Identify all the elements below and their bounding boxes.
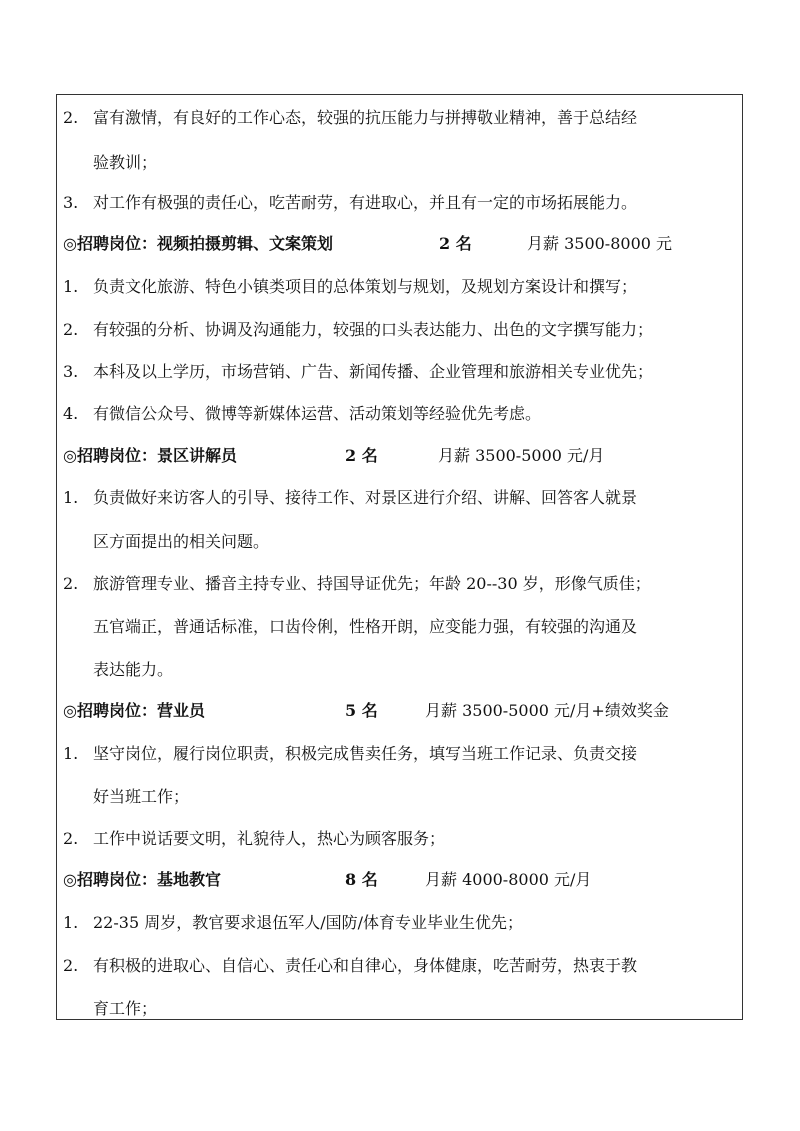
section-heading: ◎招聘岗位：景区讲解员 2 名 月薪 3500-5000 元/月 bbox=[63, 446, 605, 465]
list-item: 1. 负责做好来访客人的引导、接待工作、对景区进行介绍、讲解、回答客人就景 bbox=[63, 488, 638, 507]
list-item: 1. 22-35 周岁，教官要求退伍军人/国防/体育专业毕业生优先； bbox=[63, 913, 523, 932]
list-item-continuation: 表达能力。 bbox=[93, 660, 174, 679]
list-item: 2. 富有激情，有良好的工作心态，较强的抗压能力与拼搏敬业精神，善于总结经 bbox=[63, 108, 638, 127]
list-item-continuation: 好当班工作； bbox=[93, 787, 190, 806]
list-item: 2. 旅游管理专业、播音主持专业、持国导证优先；年龄 20--30 岁，形像气质佳； bbox=[63, 574, 651, 593]
list-item: 3. 本科及以上学历，市场营销、广告、新闻传播、企业管理和旅游相关专业优先； bbox=[63, 362, 654, 381]
list-item: 3. 对工作有极强的责任心，吃苦耐劳，有进取心，并且有一定的市场拓展能力。 bbox=[63, 193, 638, 212]
section-heading: ◎招聘岗位：视频拍摄剪辑、文案策划 2 名 月薪 3500-8000 元 bbox=[63, 234, 673, 253]
section-heading: ◎招聘岗位：营业员 5 名 月薪 3500-5000 元/月+绩效奖金 bbox=[63, 701, 669, 720]
list-item: 2. 有较强的分析、协调及沟通能力，较强的口头表达能力、出色的文字撰写能力； bbox=[63, 320, 654, 339]
list-item-continuation: 验教训； bbox=[93, 153, 158, 172]
list-item-continuation: 五官端正，普通话标准，口齿伶俐，性格开朗，应变能力强，有较强的沟通及 bbox=[93, 617, 638, 636]
list-item: 1. 负责文化旅游、特色小镇类项目的总体策划与规划，及规划方案设计和撰写； bbox=[63, 277, 638, 296]
section-heading: ◎招聘岗位：基地教官 8 名 月薪 4000-8000 元/月 bbox=[63, 870, 592, 889]
list-item-continuation: 区方面提出的相关问题。 bbox=[93, 532, 270, 551]
list-item: 1. 坚守岗位，履行岗位职责，积极完成售卖任务，填写当班工作记录、负责交接 bbox=[63, 744, 638, 763]
list-item: 2. 有积极的进取心、自信心、责任心和自律心，身体健康，吃苦耐劳，热衷于教 bbox=[63, 956, 638, 975]
list-item: 2. 工作中说话要文明，礼貌待人，热心为顾客服务； bbox=[63, 829, 446, 848]
list-item: 4. 有微信公众号、微博等新媒体运营、活动策划等经验优先考虑。 bbox=[63, 404, 542, 423]
list-item-continuation: 育工作； bbox=[93, 999, 158, 1018]
